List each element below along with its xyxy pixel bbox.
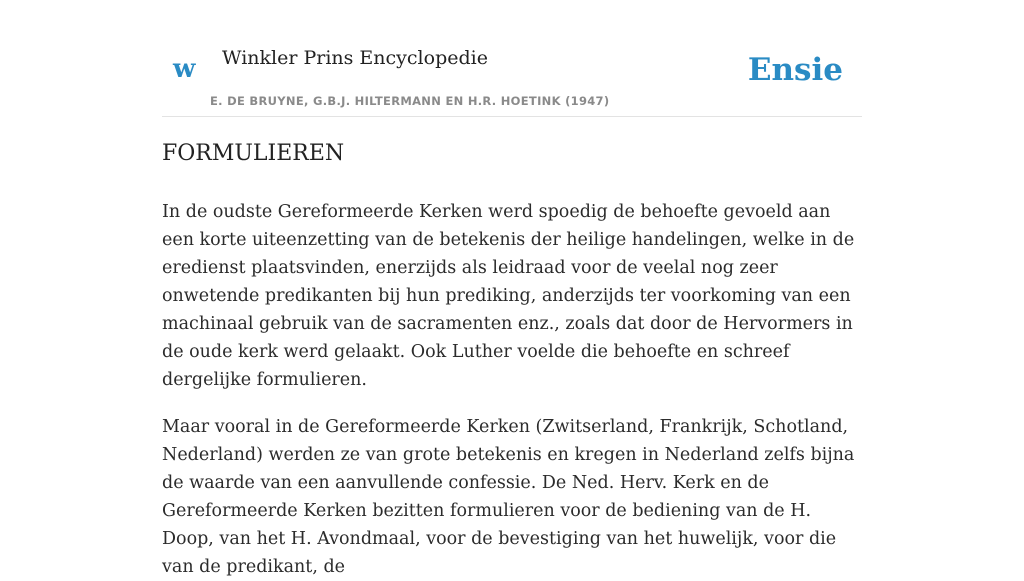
ensie-logo-link[interactable]: Ensie (747, 52, 843, 88)
article-paragraph: Maar vooral in de Gereformeerde Kerken (Zwitserland, Frankrijk, Schotland, Nederland) werden ze van grote betekenis en kregen in Nederland zelfs bijna de waarde van een aanvullende confessie. De Ned. Herv. Kerk en de Gereformeerde Kerken bezitten formulieren voor de bediening van de H. Doop, van het H. Avondmaal, voor de bevestiging van het huwelijk, voor die van de predikant, de (162, 417, 855, 577)
encyclopedia-title[interactable]: Winkler Prins Encyclopedie (222, 47, 488, 69)
site-header (162, 0, 862, 117)
article (162, 136, 862, 581)
article-title: FORMULIEREN (162, 141, 345, 166)
winkler-prins-logo[interactable]: w (173, 54, 196, 84)
encyclopedia-authors: E. DE BRUYNE, G.B.J. HILTERMANN EN H.R. HOETINK (1947) (210, 94, 610, 108)
article-paragraph: In de oudste Gereformeerde Kerken werd spoedig de behoefte gevoeld aan een korte uiteenzetting van de betekenis der heilige handelingen, welke in de eredienst plaatsvinden, enerzijds als leidraad voor de veelal nog zeer onwetende predikanten bij hun prediking, anderzijds ter voorkoming van een machinaal gebruik van de sacramenten enz., zoals dat door de Hervormers in de oude kerk werd gelaakt. Ook Luther voelde die behoefte en schreef dergelijke formulieren. (162, 202, 855, 390)
